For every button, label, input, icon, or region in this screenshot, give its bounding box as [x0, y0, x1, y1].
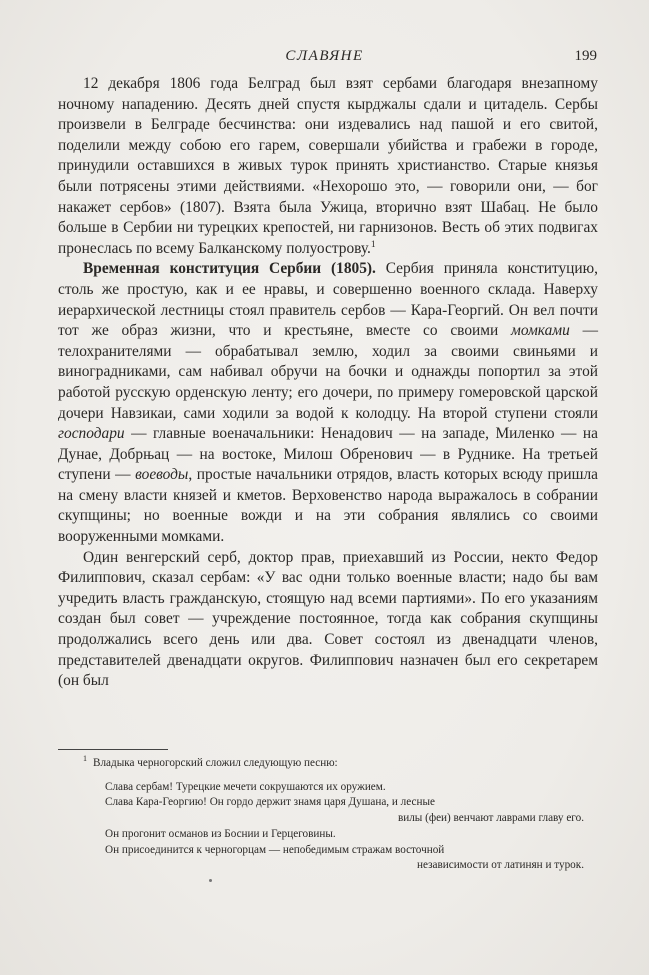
footnote-reference: 1 [370, 239, 376, 250]
footnote-intro-text: Владыка черногорский сложил следующую песню: [93, 757, 338, 769]
footnote [58, 756, 598, 874]
term-voevody: воеводы [135, 466, 189, 484]
footnote-mark: 1 [83, 754, 87, 764]
running-head [0, 48, 649, 68]
paragraph-2-text-b: — телохранителями — обрабатывал землю, ходил за своими свиньями и виноградниками, сам набивал обручи на бочки и однажды попортил за этой работой русскую орденскую ленту; его дочери, по примеру гомеровской царской дочери Навзикаи, сами ходили за водой к колодцу. На второй ступени стояли [58, 322, 598, 422]
paragraph-2 [58, 259, 598, 547]
paragraph-1 [58, 74, 598, 259]
paragraph-1-text: 12 декабря 1806 года Белград был взят сербами благодаря внезапному ночному нападению. Десять дней спустя кырджалы сдали и цитадель. Сербы произвели в Белграде бесчинства: они издевались над пашой и его свитой, поделили между собою его гарем, совершали убийства и грабежи в городе, принудили оставшихся в живых турок принять христианство. Старые князья были потрясены этими действиями. «Нехорошо это, — говорили они, — бог накажет сербов» (1807). Взята была Ужица, вторично взят Шабац. Не было больше в Сербии ни турецких крепостей, ни гарнизонов. Весть об этих подвигах пронеслась по всему Балканскому полуострову. [58, 75, 598, 257]
paragraph-2-text-d: , простые начальники отрядов, власть которых всюду пришла на смену власти князей и кметов. Верховенство народа выражалось в собрании скупщины; но военные вожди и на эти собрания являлись со своими вооруженными момками. [58, 466, 598, 546]
term-gospodari: господари [58, 425, 125, 443]
footnote-rule [58, 749, 168, 750]
print-speck [209, 879, 212, 882]
verse-line-continuation: вилы (феи) венчают лаврами главу его. [397, 812, 584, 825]
page-number: 199 [574, 48, 597, 64]
verse-line: Он присоединится к черногорцам — непобедимым стражам восточной [105, 843, 445, 856]
verse-line: Слава Кара-Георгию! Он гордо держит знамя царя Душана, и лесные [105, 796, 435, 809]
verse-line: Слава сербам! Турецкие мечети сокрушаются их оружием. [105, 780, 386, 793]
section-heading: Временная конституция Сербии (1805). [83, 260, 376, 278]
paragraph-2-text-c: — главные военачальники: Ненадович — на западе, Миленко — на Дунае, Добрњац — на востоке, Милош Обренович — в Руднике. На третьей ступени — [58, 425, 598, 484]
verse-line: Он прогонит османов из Боснии и Герцеговины. [105, 827, 336, 840]
body-text [58, 74, 598, 692]
running-title: СЛАВЯНЕ [285, 48, 364, 64]
footnote-verse [58, 780, 598, 874]
footnote-intro [58, 756, 598, 772]
verse-line-continuation: независимости от латинян и турок. [416, 859, 584, 872]
paragraph-3: Один венгерский серб, доктор прав, приехавший из России, некто Федор Филиппович, сказал сербам: «У вас одни только военные власти; надо бы вам учредить власть гражданскую, стоящую над всеми партиями». По его указаниям создан был совет — учреждение постоянное, тогда как собрания скупщины продолжались всего день или два. Совет состоял из двенадцати членов, представителей двенадцати округов. Филиппович назначен был его секретарем (он был [58, 548, 598, 690]
paragraph-2-text-a: Сербия приняла конституцию, столь же простую, как и ее нравы, и совершенно военного склада. Наверху иерархической лестницы стоял правитель сербов — Кара-Георгий. Он вел почти тот же образ жизни, что и крестьяне, вместе со своими [58, 260, 598, 340]
term-momki: момками [511, 322, 570, 340]
